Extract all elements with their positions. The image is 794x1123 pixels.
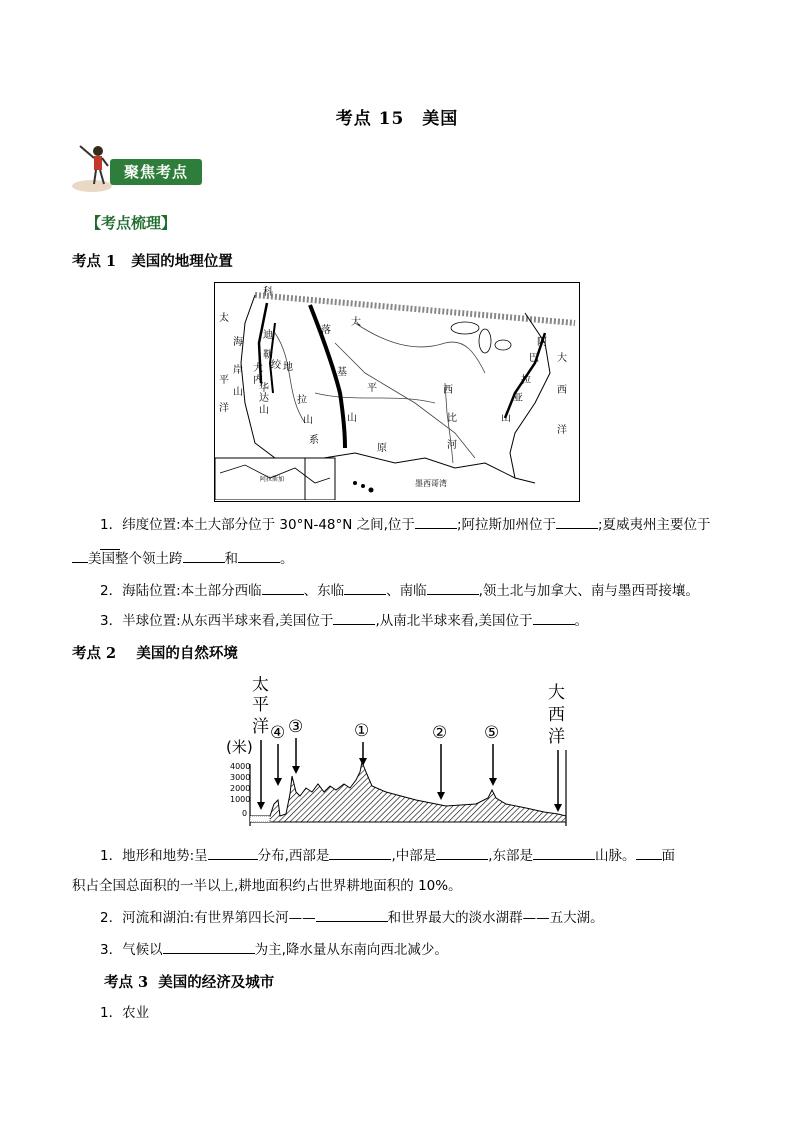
map-label-ya: 亚 bbox=[513, 393, 523, 404]
svg-text:阿拉斯加: 阿拉斯加 bbox=[260, 476, 285, 483]
p1-1-text-d: 美国整个领土跨 bbox=[88, 551, 183, 567]
map-label-hua: 华 bbox=[259, 383, 269, 394]
map-label-xi: 系 bbox=[309, 435, 319, 446]
marker-4: ④ bbox=[270, 723, 286, 743]
paragraph-3-1: 1．农业 bbox=[100, 1005, 150, 1021]
map-label-la: 拉 bbox=[297, 395, 307, 406]
tick-3000: 3000 bbox=[230, 773, 251, 782]
blank bbox=[316, 907, 388, 922]
map-label-mexico-gulf: 墨西哥湾 bbox=[415, 479, 447, 488]
blank bbox=[208, 845, 258, 860]
map-label-shan4: 山 bbox=[347, 413, 357, 424]
p2-1-text-a: 1．地形和地势:呈 bbox=[100, 848, 208, 864]
paragraph-2-3 bbox=[100, 939, 730, 960]
map-label-di2: 地 bbox=[283, 362, 293, 373]
point-3-name: 美国的经济及城市 bbox=[158, 974, 275, 991]
map-label-da-shan: 达 bbox=[259, 393, 269, 404]
marker-1: ① bbox=[354, 721, 370, 741]
blank bbox=[415, 514, 457, 529]
point-2-heading bbox=[72, 642, 238, 663]
map-label-shan2: 山 bbox=[259, 405, 269, 416]
focus-banner bbox=[70, 142, 204, 194]
map-label-yang2: 洋 bbox=[557, 425, 567, 436]
p1-3-text-b: ,从南北半球来看,美国位于 bbox=[375, 613, 533, 629]
map-label-luo: 落 bbox=[321, 325, 331, 336]
paragraph-1-3 bbox=[100, 610, 730, 631]
left-ocean-1: 太 bbox=[252, 676, 269, 695]
p2-3-text-a: 3．气候以 bbox=[100, 942, 163, 958]
p1-1-text-a: 1．纬度位置:本土大部分位于 30°N-48°N 之间,位于 bbox=[100, 517, 415, 533]
p1-3-text-a: 3．半球位置:从东西半球来看,美国位于 bbox=[100, 613, 334, 629]
tick-1000: 1000 bbox=[230, 795, 251, 804]
blank bbox=[533, 610, 575, 625]
map-label-la2: 拉 bbox=[521, 375, 531, 386]
p2-1-text-f: 面 bbox=[661, 848, 676, 864]
right-ocean-1: 大 bbox=[548, 683, 565, 703]
blank bbox=[436, 845, 488, 860]
blank bbox=[636, 845, 662, 860]
usa-map-drawing bbox=[215, 283, 578, 500]
marker-3: ③ bbox=[288, 717, 304, 737]
blank bbox=[183, 548, 225, 563]
blank bbox=[533, 845, 595, 860]
p1-2-text-d: ,领土北与加拿大、南与墨西哥接壤。 bbox=[478, 583, 699, 599]
map-label-da1: 大 bbox=[253, 363, 263, 374]
point-1-number: 考点 1 bbox=[72, 253, 117, 270]
p1-2-text-b: 、东临 bbox=[303, 583, 345, 599]
paragraph-1-2 bbox=[100, 580, 730, 601]
point-1-name: 美国的地理位置 bbox=[131, 253, 233, 270]
blank bbox=[262, 580, 304, 595]
p2-2-text-a: 2．河流和湖泊:有世界第四长河—— bbox=[100, 910, 316, 926]
p1-2-text-c: 、南临 bbox=[386, 583, 427, 599]
map-label-ke: 科 bbox=[263, 287, 273, 298]
paragraph-2-1-cont: 积占全国总面积的一半以上,耕地面积约占世界耕地面积的 10%。 bbox=[72, 878, 462, 894]
map-label-shan3: 山 bbox=[303, 415, 313, 426]
map-label-a: 阿 bbox=[537, 337, 547, 348]
p2-1-text-b: 分布,西部是 bbox=[257, 848, 330, 864]
map-label-an: 岸 bbox=[233, 365, 243, 376]
point-3-number: 考点 3 bbox=[104, 974, 149, 991]
p2-1-text-d: ,东部是 bbox=[488, 848, 534, 864]
left-ocean-3: 洋 bbox=[252, 717, 269, 737]
banner-label: 聚焦考点 bbox=[110, 159, 202, 185]
map-label-tai: 太 bbox=[219, 313, 229, 324]
p1-1-text-b: ;阿拉斯加州位于 bbox=[456, 517, 556, 533]
tick-4000: 4000 bbox=[230, 762, 251, 771]
map-label-ba: 巴 bbox=[529, 353, 539, 364]
p2-3-text-b: 为主,降水量从东南向西北减少。 bbox=[254, 942, 448, 958]
blank bbox=[556, 514, 598, 529]
section-heading: 【考点梳理】 bbox=[86, 214, 177, 232]
blank bbox=[72, 548, 88, 563]
paragraph-1-1-cont bbox=[72, 548, 722, 569]
p2-1-text-c: ,中部是 bbox=[391, 848, 437, 864]
left-ocean-2: 平 bbox=[252, 695, 269, 715]
p2-1-text-e: 山脉。 bbox=[595, 848, 636, 864]
blank bbox=[427, 580, 479, 595]
blank bbox=[329, 845, 391, 860]
blank bbox=[333, 610, 375, 625]
map-label-ji: 基 bbox=[337, 367, 347, 378]
terrain-profile bbox=[226, 676, 572, 826]
map-label-bi: 比 bbox=[447, 413, 457, 424]
map-label-he: 河 bbox=[447, 440, 457, 451]
point-1-heading bbox=[72, 250, 233, 271]
p1-1-text-c: ;夏威夷州主要位于 bbox=[598, 517, 711, 533]
map-label-di: 迪 bbox=[263, 330, 273, 341]
map-label-da2: 大 bbox=[351, 317, 361, 328]
map-label-xi2: 西 bbox=[443, 385, 453, 396]
p1-1-text-f: 。 bbox=[280, 551, 294, 567]
blank bbox=[344, 580, 386, 595]
map-label-xi3: 西 bbox=[557, 385, 567, 396]
p1-2-text-a: 2．海陆位置:本土部分西临 bbox=[100, 583, 262, 599]
right-ocean-2: 西 bbox=[548, 705, 565, 725]
marker-5: ⑤ bbox=[484, 723, 500, 743]
tick-2000: 2000 bbox=[230, 784, 251, 793]
right-ocean-3: 洋 bbox=[548, 727, 565, 747]
point-3-heading bbox=[104, 971, 274, 992]
map-label-jiao: 绞 bbox=[271, 360, 281, 371]
map-label-shan1: 山 bbox=[233, 387, 243, 398]
blank bbox=[163, 939, 255, 954]
paragraph-2-1 bbox=[100, 845, 730, 866]
tick-0: 0 bbox=[242, 809, 248, 818]
map-label-da3: 大 bbox=[557, 353, 567, 364]
map-label-yang: 洋 bbox=[219, 403, 229, 414]
p1-1-text-e: 和 bbox=[224, 551, 238, 567]
point-2-number: 考点 2 bbox=[72, 645, 117, 662]
map-label-shan5: 山 bbox=[501, 413, 511, 424]
p2-2-text-b: 和世界最大的淡水湖群——五大湖。 bbox=[387, 910, 604, 926]
marker-2: ② bbox=[432, 723, 448, 743]
point-2-name: 美国的自然环境 bbox=[136, 645, 238, 662]
p1-3-text-c: 。 bbox=[574, 613, 589, 629]
map-label-nei: 内 bbox=[253, 375, 263, 386]
profile-unit: (米) bbox=[226, 738, 253, 756]
blank bbox=[238, 548, 280, 563]
map-label-yuan: 原 bbox=[377, 443, 387, 454]
map-label-hai: 海 bbox=[233, 337, 243, 348]
terrain-profile-drawing bbox=[226, 676, 572, 826]
usa-map bbox=[214, 282, 580, 502]
map-label-ping2: 平 bbox=[367, 383, 377, 394]
map-label-le: 勒 bbox=[263, 350, 273, 361]
paragraph-2-2 bbox=[100, 907, 730, 928]
map-label-ping: 平 bbox=[219, 375, 229, 386]
page-title: 考点 15 美国 bbox=[335, 109, 459, 129]
